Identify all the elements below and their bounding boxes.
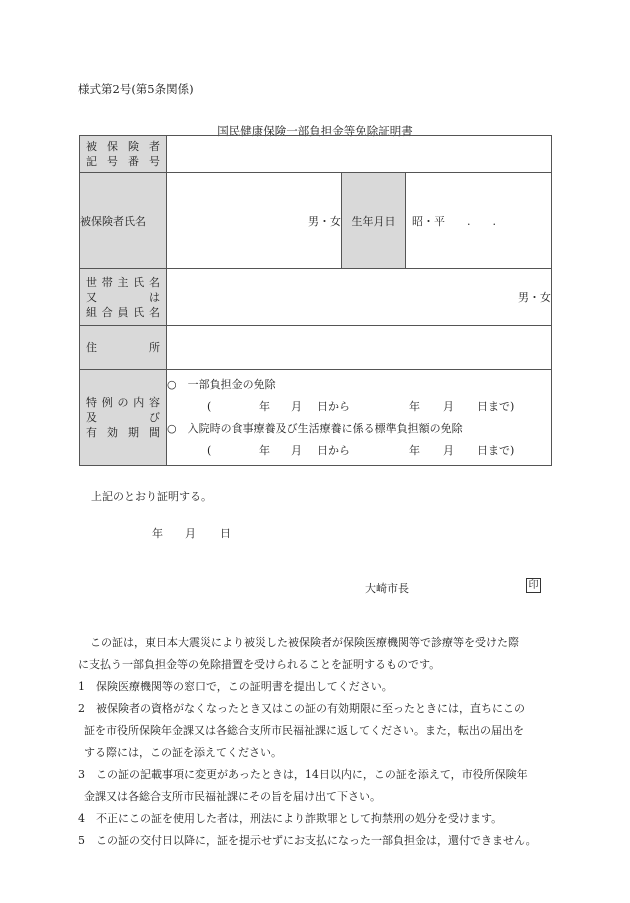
note-3-line2: 金課又は各総合支所市民福祉課にその旨を届け出て下さい。: [84, 790, 381, 803]
special-case-field: [167, 370, 552, 466]
notes-intro-line1: この証は，東日本大震災により被災した被保険者が保険医療機関等で診療等を受けた際: [90, 636, 519, 649]
notes: [78, 632, 558, 852]
insured-number-label: [80, 136, 167, 173]
insured-name-label: 被保険者氏名: [80, 173, 167, 269]
row-insured-name: [80, 173, 552, 269]
birth-date-field[interactable]: 昭・平 . .: [406, 173, 552, 269]
householder-gender-options: 男・女: [518, 291, 552, 304]
row-special-case: [80, 370, 552, 466]
address-label: 住 所: [80, 326, 167, 370]
note-3-line1: 3 この証の記載事項に変更があったときは，14日以内に，この証を添えて，市役所保険年: [78, 768, 528, 781]
insured-name-field[interactable]: [167, 173, 342, 269]
certify-statement: 上記のとおり証明する。: [91, 490, 212, 503]
special-case-label: 特 例 の 内 容 及 び 有 効 期 間: [80, 370, 167, 466]
seal-mark: 印: [526, 578, 541, 593]
gender-options: 男・女: [308, 214, 341, 228]
period-line-2: ( 年 月 日から 年 月 日まで): [207, 443, 515, 457]
householder-label: 世 帯 主 氏 名 又 は 組 合 員 氏 名: [80, 269, 167, 326]
certificate-table: [79, 135, 552, 466]
insured-number-field[interactable]: [167, 136, 552, 173]
period-line-1: ( 年 月 日から 年 月 日まで): [207, 399, 515, 413]
date-day: 日: [220, 527, 231, 540]
birth-date-label: 生年月日: [342, 173, 406, 269]
date-month: 月: [185, 527, 196, 540]
note-4: 4 不正にこの証を使用した者は，刑法により詐欺罪として拘禁刑の処分を受けます。: [78, 812, 503, 825]
form-number: 様式第2号(第5条関係): [78, 82, 194, 96]
document-title: 国民健康保険一部負担金等免除証明書: [217, 124, 413, 138]
note-2-line1: 2 被保険者の資格がなくなったとき又はこの証の有効期限に至ったときには，直ちにこの: [78, 702, 525, 715]
row-insured-number: [80, 136, 552, 173]
note-2-line3: する際には，この証を添えてください。: [84, 746, 282, 759]
address-field[interactable]: [167, 326, 552, 370]
householder-name-field[interactable]: [167, 269, 552, 326]
note-5: 5 この証の交付日以降に，証を提示せずにお支払になった一部負担金は，還付できません。: [78, 834, 537, 847]
insured-number-label-line1: 被 保 険 者: [86, 140, 160, 153]
notes-intro-line2: に支払う一部負担金等の免除措置を受けられることを証明するものです。: [78, 658, 441, 671]
insured-number-label-line2: 記 号 番 号: [86, 155, 160, 168]
signer-name: 大崎市長: [365, 582, 409, 595]
note-2-line2: 証を市役所保険年金課又は各総合支所市民福祉課に返してください。また，転出の届出を: [84, 724, 524, 737]
option-copayment-exemption[interactable]: ○ 一部負担金の免除: [167, 377, 276, 391]
option-meal-cost-exemption[interactable]: ○ 入院時の食事療養及び生活療養に係る標準負担額の免除: [167, 421, 463, 435]
row-address: [80, 326, 552, 370]
note-1: 1 保険医療機関等の窓口で，この証明書を提出してください。: [78, 680, 393, 693]
row-householder: [80, 269, 552, 326]
date-year: 年: [152, 527, 163, 540]
